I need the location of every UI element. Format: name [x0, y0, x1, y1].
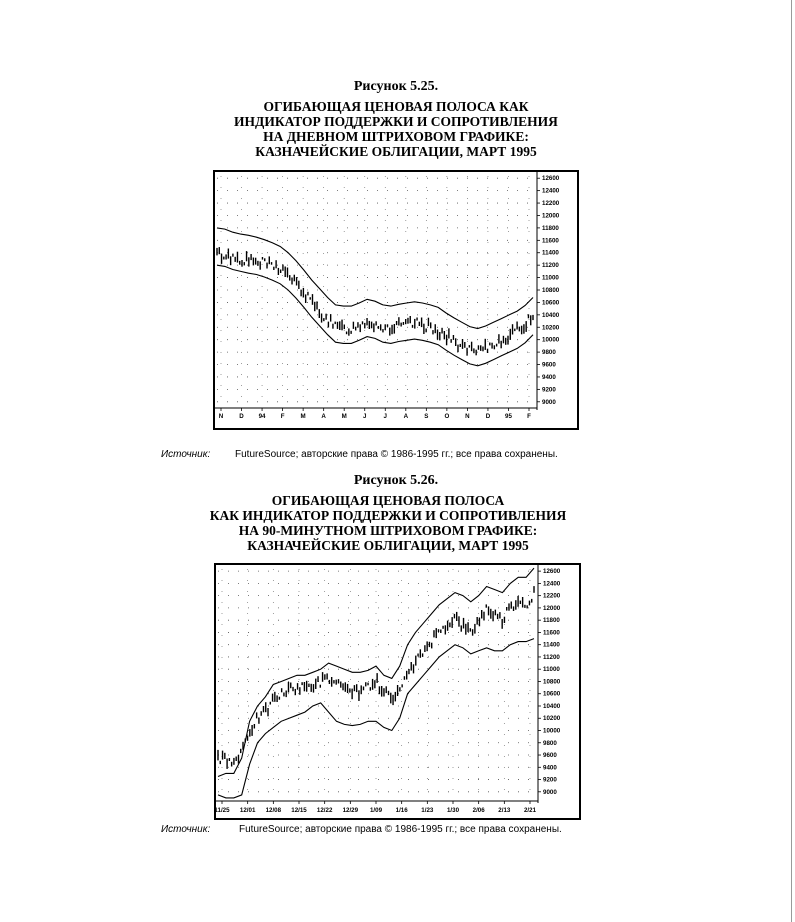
x-tick-label: N	[218, 413, 224, 420]
y-tick-label: 12200	[543, 592, 561, 600]
x-tick-label: 12/29	[342, 807, 359, 814]
y-tick-label: 12200	[542, 200, 560, 208]
x-tick-label: A	[403, 413, 409, 420]
y-tick-label: 9800	[543, 739, 557, 747]
y-tick-label: 12600	[543, 568, 561, 576]
x-tick-label: M	[300, 413, 306, 420]
y-tick-label: 11400	[542, 249, 559, 257]
x-tick-label: 1/09	[369, 807, 383, 814]
x-tick-label: F	[280, 413, 285, 420]
y-tick-label: 9600	[543, 752, 557, 760]
figure-title-line: КАК ИНДИКАТОР ПОДДЕРЖКИ И СОПРОТИВЛЕНИЯ	[209, 508, 567, 523]
y-tick-label: 12600	[542, 175, 560, 183]
y-tick-label: 10000	[542, 336, 560, 344]
x-tick-label: A	[321, 413, 326, 420]
y-tick-label: 10200	[542, 324, 560, 332]
y-tick-label: 12000	[542, 212, 560, 220]
ninety-minute-bar-chart	[214, 563, 581, 820]
y-tick-label: 10000	[543, 727, 561, 735]
figure-title-line: КАЗНАЧЕЙСКИЕ ОБЛИГАЦИИ, МАРТ 1995	[247, 538, 529, 553]
y-tick-label: 11200	[543, 653, 560, 661]
x-tick-label: J	[383, 413, 387, 420]
y-tick-label: 11200	[542, 262, 559, 270]
x-tick-label: 2/13	[498, 807, 511, 814]
x-tick-label: 2/21	[523, 807, 537, 814]
figure-title-line: НА ДНЕВНОМ ШТРИХОВОМ ГРАФИКЕ:	[263, 129, 529, 144]
y-tick-label: 11000	[543, 666, 560, 674]
lower-envelope-line	[217, 265, 533, 366]
y-tick-label: 9600	[542, 361, 556, 369]
figure-title	[188, 493, 588, 553]
y-tick-label: 9400	[543, 764, 557, 772]
y-tick-label: 10200	[543, 715, 561, 723]
y-tick-label: 9200	[543, 776, 557, 784]
y-tick-label: 10600	[542, 299, 560, 307]
y-tick-label: 9000	[543, 788, 557, 796]
y-tick-label: 12000	[543, 604, 561, 612]
x-tick-label: D	[485, 413, 491, 420]
source-note	[161, 824, 562, 835]
figure-label: Рисунок 5.26.	[353, 473, 439, 488]
x-tick-label: O	[444, 413, 450, 420]
figure-title-line: НА 90-МИНУТНОМ ШТРИХОВОМ ГРАФИКЕ:	[238, 523, 538, 538]
y-tick-label: 10600	[543, 690, 561, 698]
daily-bar-chart-svg	[215, 172, 577, 428]
x-tick-label: 12/22	[316, 807, 333, 814]
x-tick-label: 94	[258, 413, 266, 420]
y-tick-label: 11000	[542, 274, 559, 282]
x-tick-label: 12/08	[265, 807, 282, 814]
y-tick-label: 11800	[543, 617, 560, 625]
x-tick-label: 1/30	[446, 807, 460, 814]
x-tick-label: 1/16	[395, 807, 408, 814]
lower-envelope-line	[218, 639, 534, 798]
source-text: FutureSource; авторские права © 1986-1995 гг.; все права сохранены.	[235, 449, 558, 460]
y-tick-label: 10800	[543, 678, 561, 686]
y-tick-label: 12400	[543, 580, 561, 588]
y-tick-label: 12400	[542, 187, 560, 195]
x-tick-label: N	[465, 413, 470, 420]
y-tick-label: 9400	[542, 373, 556, 381]
figure-title-line: ОГИБАЮЩАЯ ЦЕНОВАЯ ПОЛОСА КАК	[263, 99, 529, 114]
source-label: Источник:	[161, 449, 211, 460]
source-label: Источник:	[161, 824, 211, 835]
figure-title-line: КАЗНАЧЕЙСКИЕ ОБЛИГАЦИИ, МАРТ 1995	[255, 144, 537, 159]
source-text: FutureSource; авторские права © 1986-1995 гг.; все права сохранены.	[239, 824, 562, 835]
x-tick-label: M	[341, 413, 347, 420]
x-tick-label: F	[527, 413, 531, 420]
x-tick-label: 12/01	[239, 807, 256, 814]
x-tick-label: 12/15	[291, 807, 307, 814]
figure-title	[196, 99, 596, 159]
upper-envelope-line	[217, 228, 533, 329]
x-tick-label: 95	[505, 413, 512, 420]
x-tick-label: 1/23	[421, 807, 434, 814]
y-tick-label: 9800	[542, 349, 556, 357]
y-tick-label: 10400	[543, 702, 561, 710]
ninety-minute-bar-chart-svg	[216, 565, 579, 818]
y-tick-label: 10400	[542, 311, 560, 319]
x-tick-label: 2/06	[472, 807, 485, 814]
x-tick-label: 11/25	[214, 807, 230, 814]
y-tick-label: 11800	[542, 224, 559, 232]
y-tick-label: 11600	[543, 629, 560, 637]
y-tick-label: 9200	[542, 386, 556, 394]
source-note	[161, 449, 558, 460]
y-tick-label: 9000	[542, 398, 556, 406]
figure-title-line: ИНДИКАТОР ПОДДЕРЖКИ И СОПРОТИВЛЕНИЯ	[234, 114, 558, 129]
x-tick-label: D	[239, 413, 244, 420]
figure-title-line: ОГИБАЮЩАЯ ЦЕНОВАЯ ПОЛОСА	[271, 493, 505, 508]
y-tick-label: 10800	[542, 287, 560, 294]
daily-bar-chart	[213, 170, 579, 430]
figure-label: Рисунок 5.25.	[353, 79, 439, 94]
y-tick-label: 11400	[543, 641, 560, 649]
x-tick-label: S	[424, 413, 429, 420]
y-tick-label: 11600	[542, 237, 559, 245]
x-tick-label: J	[363, 413, 367, 420]
